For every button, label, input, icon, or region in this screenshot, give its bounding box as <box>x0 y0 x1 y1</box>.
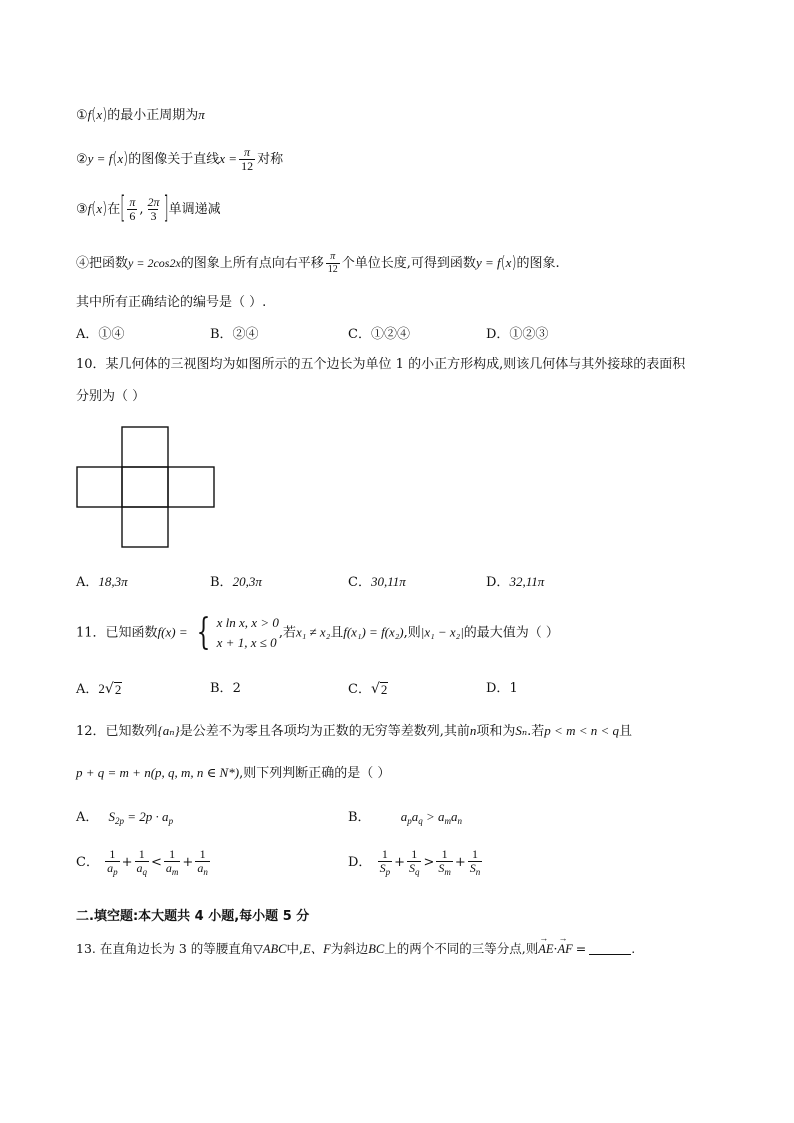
q9-statement-4: ④把函数y = 2cos2x的图象上所有点向右平移 $\frac{\pi}{12}$ 个单位长度,可得到函数y = f(x)的图象. <box>76 251 560 275</box>
q10-option-d[interactable]: D．32,11π <box>486 574 545 590</box>
piecewise-function: { x ln x, x > 0 x + 1, x ≤ 0 <box>196 612 279 654</box>
section-heading: 二.填空题:本大题共 4 小题,每小题 5 分 <box>76 909 310 924</box>
q12-option-b[interactable]: B． $a_pa_q > a_ma_n$ <box>348 809 462 826</box>
fraction-2pi-3: $\frac{2\pi}{3}$ <box>147 195 160 223</box>
square-top <box>122 427 168 467</box>
q12-option-c[interactable]: C． $\frac{1}{a_p}$ + $\frac{1}{a_q}$ < $\frac{1}{a_m}$ + $\frac{1}{a_n}$ <box>76 847 208 877</box>
cross-figure <box>75 425 218 549</box>
q13-stem: 13. 在直角边长为 3 的等腰直角▽ABC中,E、F为斜边BC上的两个不同的三等分点,则→ AE·→ AF = . <box>76 942 635 956</box>
q12-stem-line-1: 12．已知数列{aₙ}是公差不为零且各项均为正数的无穷等差数列,其前n项和为Sₙ.若p < m < n < q且 <box>76 723 633 739</box>
q9-option-a[interactable]: A．①④ <box>76 327 125 342</box>
q9-stem: 其中所有正确结论的编号是（ ）. <box>76 295 267 310</box>
fraction-pi-6: $\frac{\pi}{6}$ <box>129 195 136 223</box>
q9-statement-3: ③f(x)在[ $\frac{\pi}{6}$ , $\frac{2\pi}{3}$ ]单调递减 <box>76 192 221 227</box>
q10-stem-line-2: 分别为（ ） <box>76 389 146 404</box>
square-left <box>77 467 122 507</box>
answer-blank[interactable] <box>589 942 631 955</box>
q12-stem-line-2: p + q = m + n(p, q, m, n ∈ N*),则下列判断正确的是（ ） <box>76 765 391 781</box>
q11-option-d[interactable]: D．1 <box>486 681 518 696</box>
q10-stem-line-1: 10．某几何体的三视图均为如图所示的五个边长为单位 1 的小正方形构成,则该几何体与其外接球的表面积 <box>76 357 686 372</box>
fraction-pi-12: $\frac{\pi}{12}$ <box>327 251 338 275</box>
q10-option-a[interactable]: A．18,3π <box>76 574 128 590</box>
fraction-pi-12: $\frac{\pi}{12}$ <box>241 145 254 173</box>
q9-option-c[interactable]: C．①②④ <box>348 327 410 342</box>
q10-option-c[interactable]: C．30,11π <box>348 574 406 590</box>
square-right <box>168 467 214 507</box>
q12-option-a[interactable]: A． $S_{2p} = 2p \cdot a_p$ <box>76 809 174 826</box>
q11-option-b[interactable]: B．2 <box>210 681 241 696</box>
q9-statement-1: ①f(x)的最小正周期为π <box>76 105 205 126</box>
square-center <box>122 467 168 507</box>
square-bottom <box>122 507 168 547</box>
q9-option-b[interactable]: B．②④ <box>210 327 259 342</box>
statement-mark: ① <box>76 108 88 123</box>
q11-stem: 11．已知函数f(x) = { x ln x, x > 0 x + 1, x ≤ 0 ,若x₁ ≠ x₂且f(x₁) = f(x₂),则|x₁ − x₂|的最大值为（ ） <box>76 612 559 654</box>
q11-option-a[interactable]: A．2 √ 2 <box>76 681 122 697</box>
q12-option-d[interactable]: D． $\frac{1}{S_p}$ + $\frac{1}{S_q}$ > $\frac{1}{S_m}$ + $\frac{1}{S_n}$ <box>348 847 481 877</box>
q11-option-c[interactable]: C． √ 2 <box>348 681 388 697</box>
q9-statement-2: ②y = f(x)的图像关于直线x = $\frac{\pi}{12}$ 对称 <box>76 145 284 173</box>
q9-option-d[interactable]: D．①②③ <box>486 327 549 342</box>
q10-option-b[interactable]: B．20,3π <box>210 574 262 590</box>
